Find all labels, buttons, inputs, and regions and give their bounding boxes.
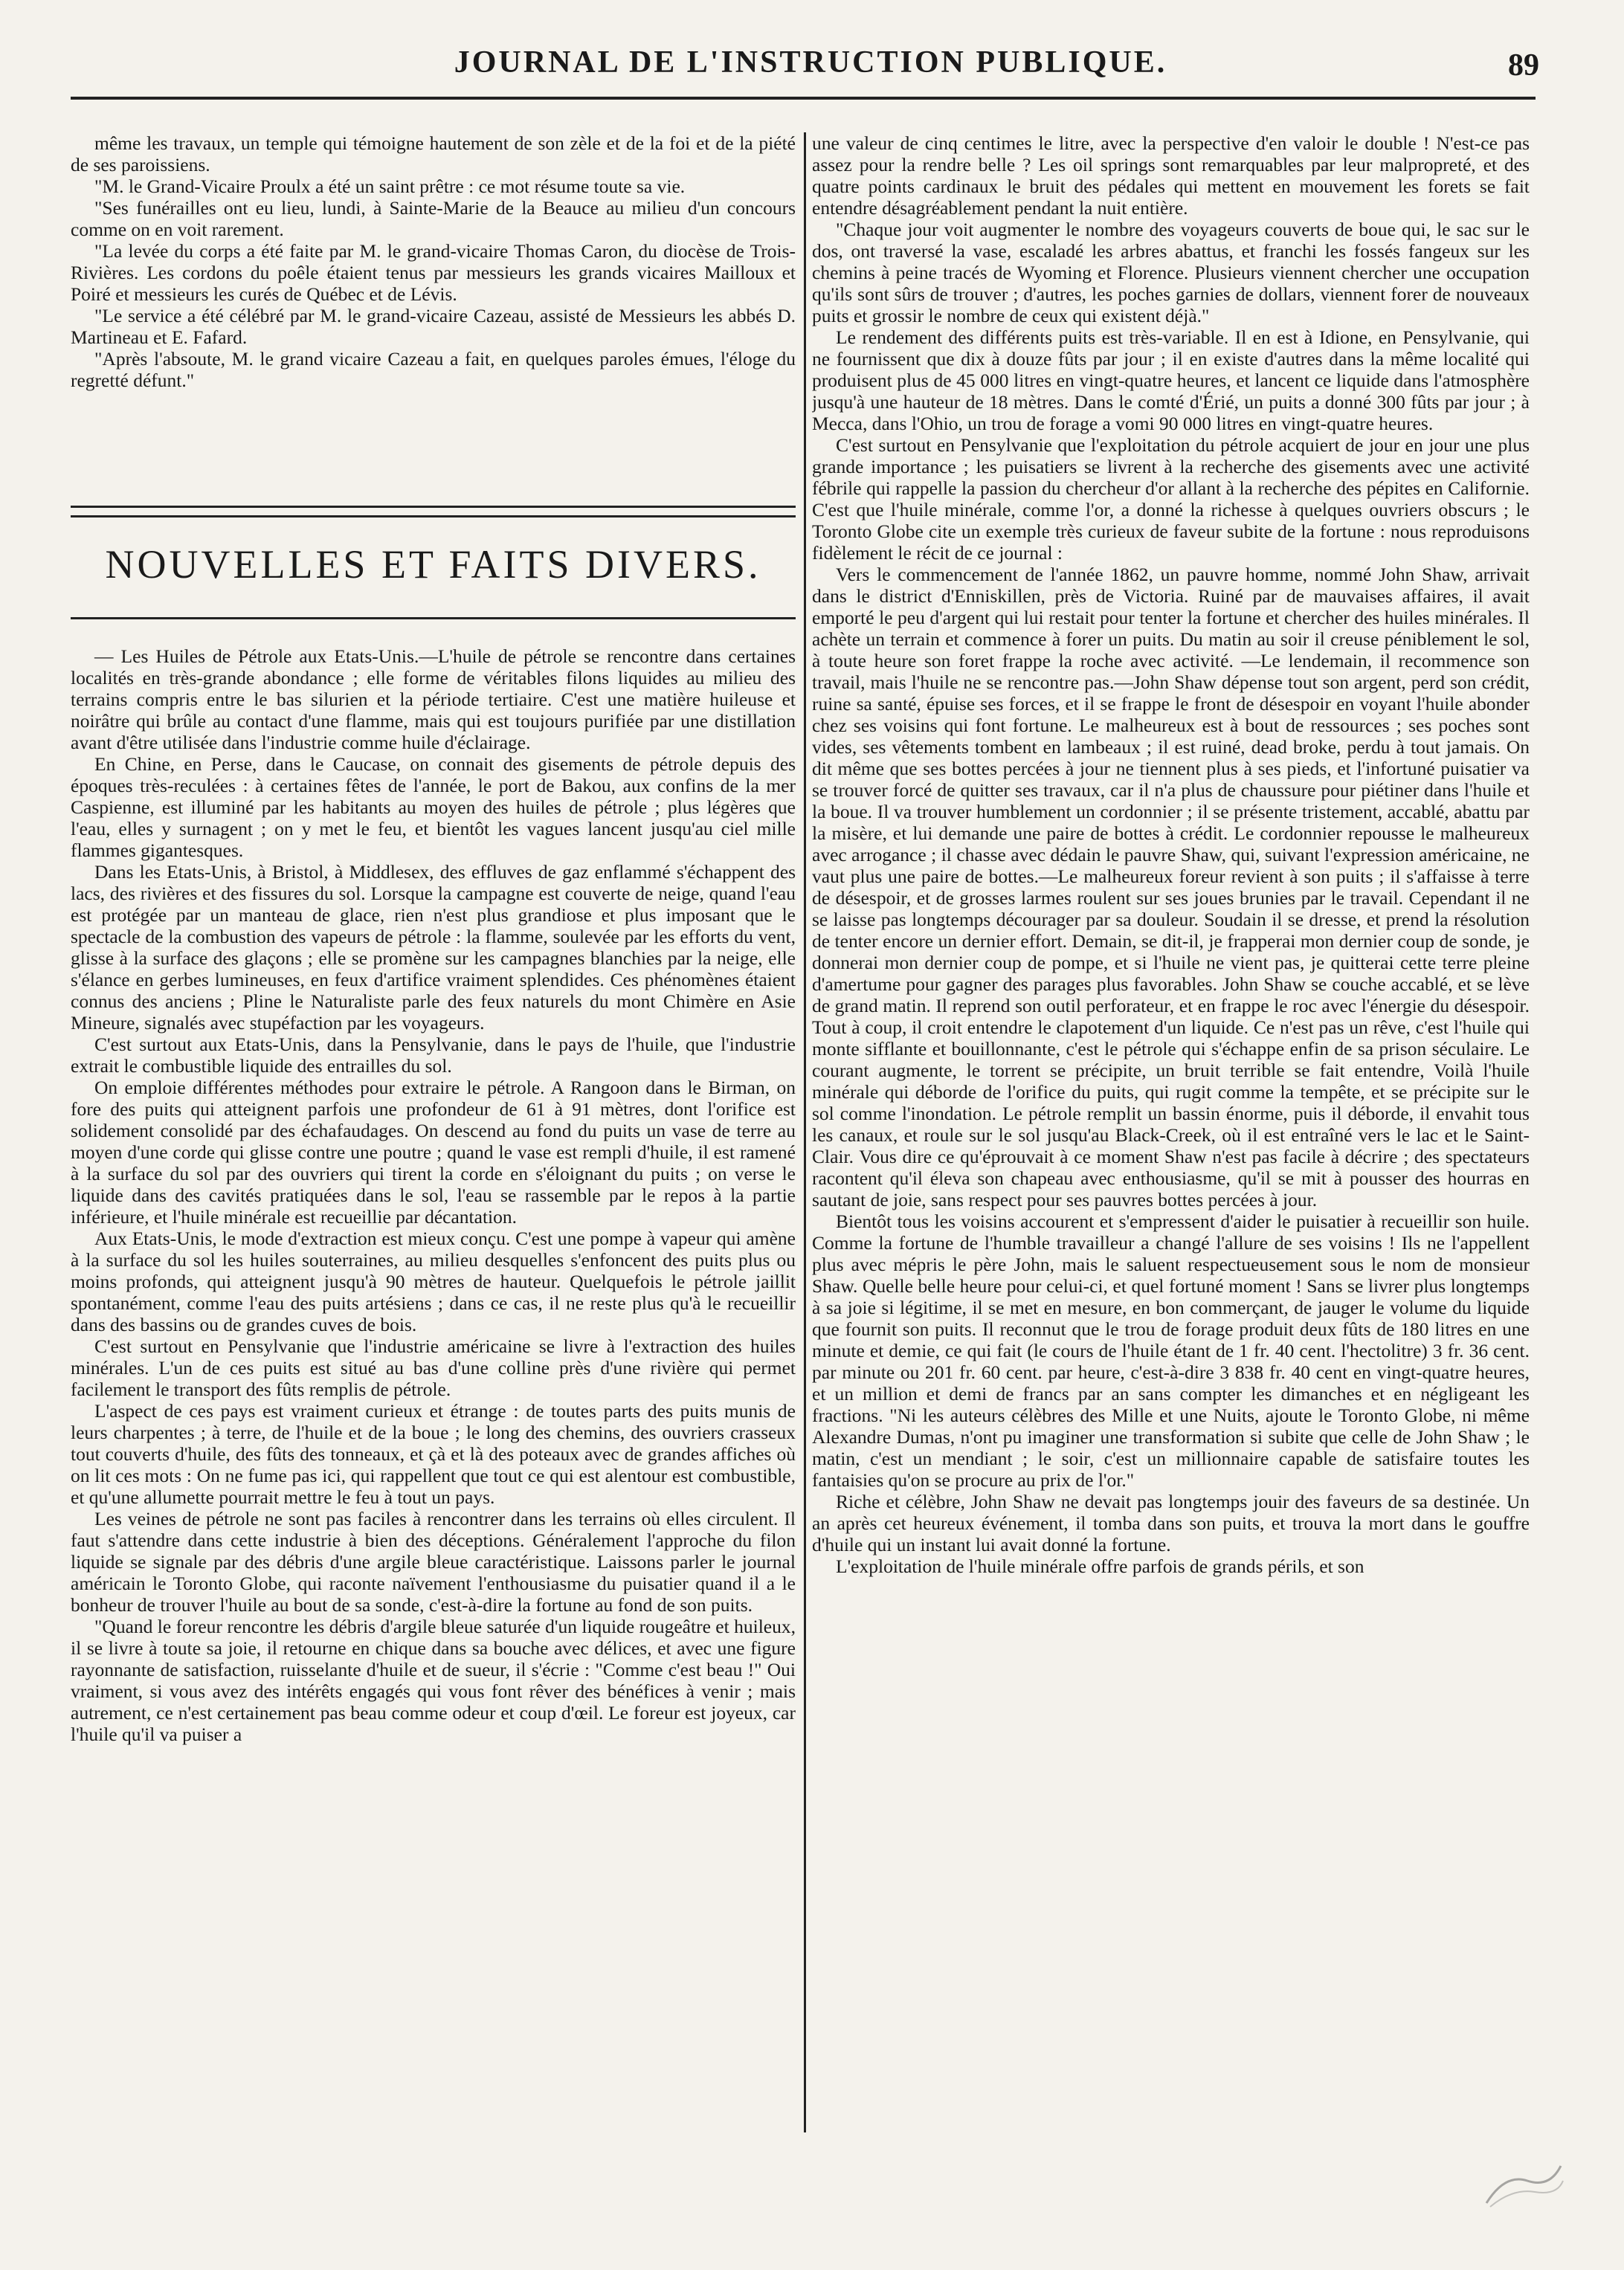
paragraph: même les travaux, un temple qui témoigne hautement de son zèle et de la foi et de la piété de ses paroissiens. xyxy=(71,132,796,175)
paragraph: "La levée du corps a été faite par M. le grand-vicaire Thomas Caron, du diocèse de Trois-Rivières. Les cordons du poêle étaient tenus par messieurs les grands vicaires Mailloux et Poiré et messieurs les curés de Québec et de Lévis. xyxy=(71,240,796,305)
paragraph: une valeur de cinq centimes le litre, avec la perspective d'en valoir le double ! N'est-ce pas assez pour la rendre belle ? Les oil springs sont remarquables par leur malpropreté, et des quatre points cardinaux le bruit des pédales qui mettent en mouvement les forets se fait entendre désagréablement pendant la nuit entière. xyxy=(812,132,1530,219)
paragraph: Dans les Etats-Unis, à Bristol, à Middlesex, des effluves de gaz enflammé s'échappent des lacs, des rivières et des fissures du sol. Lorsque la campagne est couverte de neige, quand l'eau est protégée par un manteau de glace, rien n'est plus grandiose et plus imposant que le spectacle de la combustion des vapeurs de pétrole : la flamme, soulevée par les efforts du vent, glisse à la surface des glaçons ; elle se promène sur les campagnes blanchies par la neige, elle s'élance en gerbes lumineuses, en feux d'artifice vraiment splendides. Ces phénomènes étaient connus des anciens ; Pline le Naturaliste parle des feux naturels du mont Chimère en Asie Mineure, signalés avec stupéfaction par les voyageurs. xyxy=(71,861,796,1034)
paragraph: Vers le commencement de l'année 1862, un pauvre homme, nommé John Shaw, arrivait dans le district d'Enniskillen, près de Victoria. Ruiné par de mauvaises affaires, il avait emporté le peu d'argent qui lui restait pour tenter la fortune et chercher des huiles minérales. Il achète un terrain et commence à forer un puits. Du matin au soir il creuse péniblement le sol, à toute heure son foret frappe la roche avec activité. —Le lendemain, il recommence son travail, mais l'huile ne se rencontre pas.—John Shaw dépense tout son argent, perd son crédit, ruine sa santé, épuise ses forces, et il se frappe le front de désespoir en voyant l'huile abonder chez ses voisins qui font fortune. Le malheureux est à bout de ressources ; ses poches sont vides, ses vêtements tombent en lambeaux ; il est ruiné, dead broke, perdu à tout jamais. On dit même que ses bottes percées à jour ne tiennent plus à ses pieds, et l'infortuné puisatier va se trouver forcé de quitter ses travaux, car il n'a plus de chaussure pour piétiner dans l'huile et la boue. Il va trouver humblement un cordonnier ; il se présente tristement, accablé, abattu par la misère, et lui demande une paire de bottes à crédit. Le cordonnier repousse le malheureux avec arrogance ; il chasse avec dédain le pauvre Shaw, qui, suivant l'expression américaine, ne vaut plus une paire de bottes.—Le malheureux foreur revient à son puits ; il s'affaisse à terre de désespoir, et de grosses larmes roulent sur ses joues brunies par le travail. Cependant il ne se laisse pas longtemps décourager par sa douleur. Soudain il se dresse, et prend la résolution de tenter encore un dernier effort. Demain, se dit-il, je frapperai mon dernier coup de sonde, je donnerai mon dernier coup de pompe, et si l'huile ne vient pas, je quitterai cette terre pleine d'amertume pour gagner des parages plus favorables. John Shaw se couche accablé, et se lève de grand matin. Il reprend son outil perforateur, et en frappe le roc avec l'énergie du désespoir. Tout à coup, il croit entendre le clapotement d'un liquide. Ce n'est pas un rêve, c'est l'huile qui monte sifflante et bouillonnante, c'est le pétrole qui s'échappe enfin de sa prison séculaire. Le courant augmente, le torrent se précipite, un bruit terrible se fait entendre, Voilà l'huile minérale qui déborde de l'orifice du puits, qui rugit comme la tempête, et se précipite sur le sol comme l'inondation. Le pétrole remplit un bassin énorme, puis il déborde, il envahit tous les canaux, et roule sur le sol jusqu'au Black-Creek, où il est entraîné vers le lac et le Saint-Clair. Vous dire ce qu'éprouvait à ce moment Shaw n'est pas facile à décrire ; des spectateurs racontent qu'il éleva son chapeau avec enthousiasme, qu'il se mit à pousser des hourras en sautant de joie, sans respect pour ses pauvres bottes percées à jour. xyxy=(812,564,1530,1210)
ink-smudge-decoration xyxy=(1483,2158,1565,2211)
paragraph: Les veines de pétrole ne sont pas faciles à rencontrer dans les terrains où elles circulent. Il faut s'attendre dans cette industrie à bien des déceptions. Généralement l'approche du filon liquide se signale par des débris d'une argile bleue caractéristique. Laissons parler le journal américain le Toronto Globe, qui raconte naïvement l'enthousiasme du puisatier quand il a le bonheur de trouver l'huile au bout de sa sonde, c'est-à-dire la fortune au fond de son puits. xyxy=(71,1508,796,1616)
paragraph: — Les Huiles de Pétrole aux Etats-Unis.—L'huile de pétrole se rencontre dans certaines localités en très-grande abondance ; elle forme de véritables filons liquides au milieu des terrains compris entre le bas silurien et la période tertiaire. C'est une matière huileuse et noirâtre qui brûle au contact d'une flamme, mais qui est toujours purifiée par une distillation avant d'être utilisée dans l'industrie comme huile d'éclairage. xyxy=(71,645,796,753)
paragraph: C'est surtout aux Etats-Unis, dans la Pensylvanie, dans le pays de l'huile, que l'industrie extrait le combustible liquide des entrailles du sol. xyxy=(71,1034,796,1077)
paragraph: "Chaque jour voit augmenter le nombre des voyageurs couverts de boue qui, le sac sur le dos, ont traversé la vase, escaladé les arbres abattus, et franchi les fossés fangeux sur les chemins à peine tracés de Wyoming et Florence. Plusieurs viennent chercher une occupation qu'ils sont sûrs de trouver ; d'autres, les poches garnies de dollars, viennent forer de nouveaux puits et grossir le nombre de ceux qui existent déjà." xyxy=(812,219,1530,326)
paragraph: L'exploitation de l'huile minérale offre parfois de grands périls, et son xyxy=(836,1555,1364,1577)
paragraph: En Chine, en Perse, dans le Caucase, on connait des gisements de pétrole depuis des époques très-reculées : à certaines fêtes de l'année, le port de Bakou, aux confins de la mer Caspienne, est illuminé par les habitants au moyen des huiles de pétrole ; plus légères que l'eau, elles y surnagent ; on y met le feu, et bientôt les vagues lancent jusqu'au ciel mille flammes gigantesques. xyxy=(71,753,796,861)
right-column-article xyxy=(812,132,1530,2162)
header-rule xyxy=(71,97,1536,100)
paragraph: L'aspect de ces pays est vraiment curieux et étrange : de toutes parts des puits munis de leurs charpentes ; à terre, de l'huile et de la boue ; le long des chemins, des ouvriers crasseux tout couverts d'huile, des fûts des tonneaux, et çà et là des poteaux avec de grandes affiches où on lit ces mots : On ne fume pas ici, qui rappellent que tout ce qui est alentour est combustible, et qu'une allumette pourrait mettre le feu à tout un pays. xyxy=(71,1400,796,1508)
paragraph: Le rendement des différents puits est très-variable. Il en est à Idione, en Pensylvanie, qui ne fournissent que dix à douze fûts par jour ; il en existe d'autres dans la même localité qui produisent plus de 45 000 litres en vingt-quatre heures, et lancent ce liquide dans l'atmosphère jusqu'à une hauteur de 18 mètres. Dans le comté d'Érié, un puits a donné 300 fûts par jour ; à Mecca, dans l'Ohio, un trou de forage a vomi 90 000 litres en vingt-quatre heures. xyxy=(812,326,1530,434)
paragraph: C'est surtout en Pensylvanie que l'exploitation du pétrole acquiert de jour en jour une plus grande importance ; les puisatiers se livrent à la recherche des gisements avec une activité fébrile qui rappelle la passion du chercheur d'or allant à la recherche des pépites en Californie. C'est que l'huile minérale, comme l'or, a donné la richesse à quelques ouvriers obscurs ; le Toronto Globe cite un exemple très curieux de faveur subite de la fortune : nous reproduisons fidèlement le récit de ce journal : xyxy=(812,434,1530,564)
left-column-article xyxy=(71,645,796,2132)
paragraph: Bientôt tous les voisins accourent et s'empressent d'aider le puisatier à recueillir son huile. Comme la fortune de l'humble travailleur a changé l'allure de ses voisins ! Ils ne l'appellent plus avec mépris le père John, mais le saluent respectueusement sous le nom de monsieur Shaw. Quelle belle heure pour celui-ci, et quel fortuné moment ! Sans se livrer plus longtemps à sa joie si légitime, il se met en mesure, en bon commerçant, de jauger le volume du liquide que fournit son puits. Il reconnut que le trou de forage produit deux fûts de 180 litres en une minute et demie, ce qui fait (le cours de l'huile étant de 1 fr. 40 cent. l'hectolitre) 3 fr. 36 cent. par minute ou 201 fr. 60 cent. par heure, c'est-à-dire 3 838 fr. 40 cent en vingt-quatre heures, et un million et demi de francs par an sans compter les dimanches et en négligeant les fractions. "Ni les auteurs célèbres des Mille et une Nuits, ajoute le Toronto Globe, ni même Alexandre Dumas, n'ont pu imaginer une transformation si subite que celle de John Shaw ; le matin, c'est un mendiant ; le soir, c'est un millionnaire capable de satisfaire toutes les fantaisies qu'on se procure au prix de l'or." xyxy=(812,1210,1530,1491)
paragraph: C'est surtout en Pensylvanie que l'industrie américaine se livre à l'extraction des huiles minérales. L'un de ces puits est situé au bas d'une colline près d'une rivière qui permet facilement le transport des fûts remplis de pétrole. xyxy=(71,1335,796,1400)
obituary-continuation xyxy=(71,132,796,512)
page-number: 89 xyxy=(1508,48,1539,83)
paragraph: "Ses funérailles ont eu lieu, lundi, à Sainte-Marie de la Beauce au milieu d'un concours comme on en voit rarement. xyxy=(71,197,796,240)
paragraph: Aux Etats-Unis, le mode d'extraction est mieux conçu. C'est une pompe à vapeur qui amène à la surface du sol les huiles souterraines, au milieu desquelles s'enfoncent des puits plus ou moins profonds, qui atteignent jusqu'à 90 mètres de hauteur. Quelquefois le pétrole jaillit spontanément, comme l'eau des puits artésiens ; dans ce cas, il ne reste plus qu'à le recueillir dans des bassins ou de grandes cuves de bois. xyxy=(71,1228,796,1335)
column-divider xyxy=(804,132,806,2132)
paragraph: "Quand le foreur rencontre les débris d'argile bleue saturée d'un liquide rougeâtre et huileux, il se livre à toute sa joie, il retourne en chique dans sa bouche avec délices, et avec une figure rayonnante de satisfaction, ruisselante d'huile et de sueur, il s'écrie : "Comme c'est beau !" Oui vraiment, si vous avez des intérêts engagés qui vous font rêver des bénéfices à venir ; mais autrement, ce n'est certainement pas beau comme odeur et coup d'œil. Le foreur est joyeux, car l'huile qu'il va puiser a xyxy=(71,1616,796,1745)
paragraph: Riche et célèbre, John Shaw ne devait pas longtemps jouir des faveurs de sa destinée. Un an après cet heureux événement, il tomba dans son puits, et trouva la mort dans le gouffre d'huile qui un instant lui avait donné la fortune. xyxy=(812,1491,1530,1555)
paragraph: "Le service a été célébré par M. le grand-vicaire Cazeau, assisté de Messieurs les abbés D. Martineau et E. Fafard. xyxy=(71,305,796,348)
page-header xyxy=(82,45,1539,97)
paragraph: "Après l'absoute, M. le grand vicaire Cazeau a fait, en quelques paroles émues, l'éloge du regretté défunt." xyxy=(71,348,796,391)
section-double-rule xyxy=(71,506,796,517)
section-rule xyxy=(71,617,796,622)
paragraph: On emploie différentes méthodes pour extraire le pétrole. A Rangoon dans le Birman, on fore des puits qui atteignent parfois une profondeur de 61 à 91 mètres, dont l'orifice est solidement consolidé par des échafaudages. On descend au fond du puits un vase de terre au moyen d'une corde qui glisse contre une poutre ; quand le vase est rempli d'huile, il est ramené à la surface du sol par des ouvriers qui tirent la corde en s'éloignant du puits ; on verse le liquide dans des cavités pratiquées dans le sol, l'eau se rassemble par le repos à la partie inférieure, et l'huile minérale est recueillie par décantation. xyxy=(71,1077,796,1228)
journal-title: JOURNAL DE L'INSTRUCTION PUBLIQUE. xyxy=(454,45,1167,80)
paragraph: "M. le Grand-Vicaire Proulx a été un saint prêtre : ce mot résume toute sa vie. xyxy=(94,175,686,197)
section-title: NOUVELLES ET FAITS DIVERS. xyxy=(105,542,761,587)
